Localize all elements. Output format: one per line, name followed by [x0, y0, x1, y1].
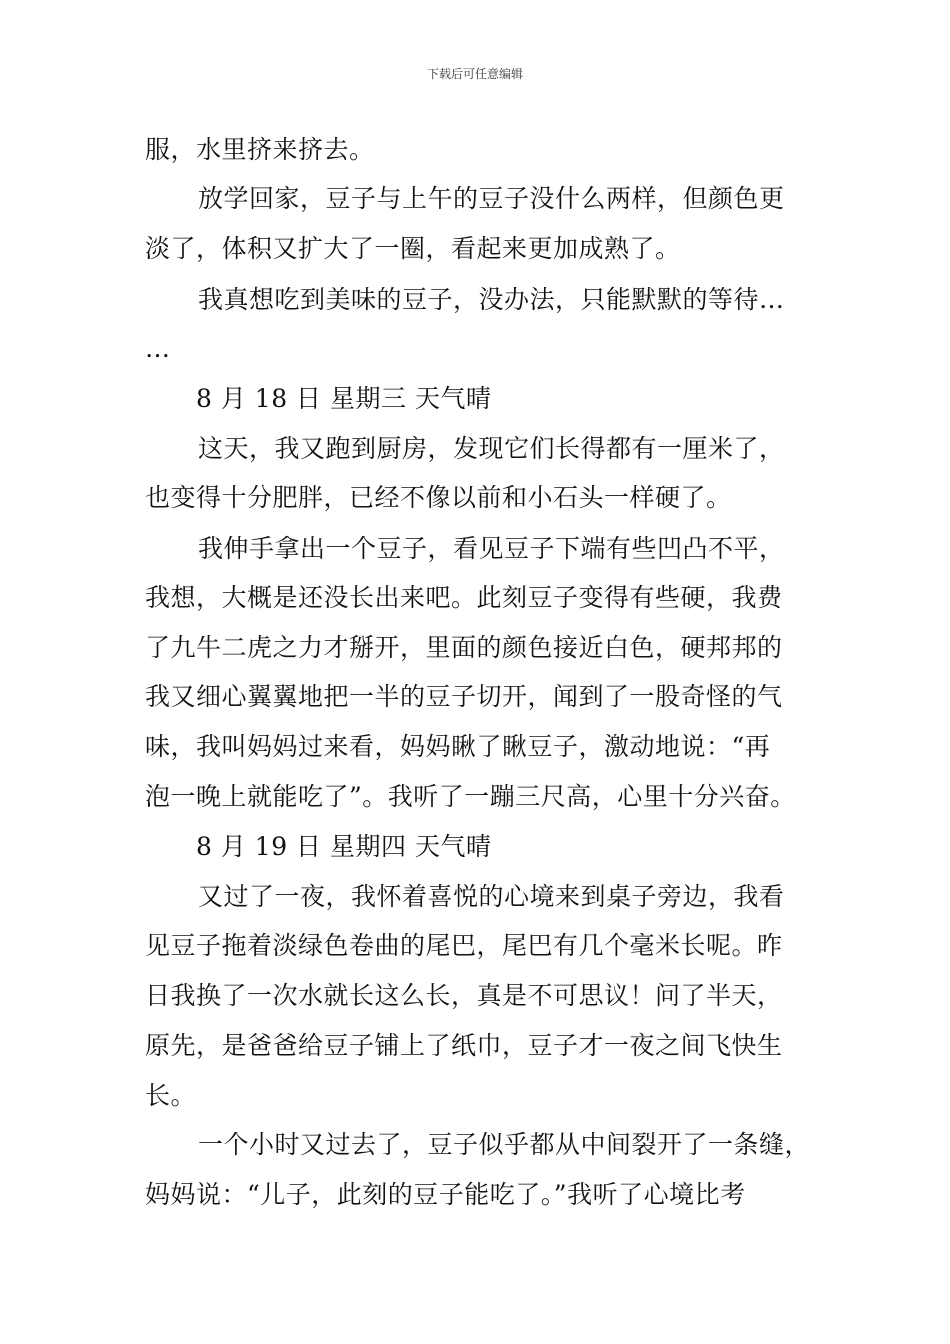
page-header-note: 下载后可任意编辑 — [426, 67, 523, 81]
text-line: 放学回家，豆子与上午的豆子没什么两样，但颜色更 — [198, 184, 785, 213]
text-line: 见豆子拖着淡绿色卷曲的尾巴，尾巴有几个毫米长呢。昨 — [145, 931, 783, 960]
text-line: 我伸手拿出一个豆子，看见豆子下端有些凹凸不平， — [198, 534, 785, 563]
diary-date-heading: 8 月 18 日 星期三 天气晴 — [196, 384, 492, 413]
text-line: 长。 — [145, 1081, 197, 1110]
text-line: 妈妈说：“儿子，此刻的豆子能吃了。”我听了心境比考 — [145, 1180, 746, 1209]
text-line: 我真想吃到美味的豆子，没办法，只能默默的等待… — [198, 285, 785, 314]
text-line: 这天，我又跑到厨房，发现它们长得都有一厘米了， — [198, 434, 785, 463]
text-line: 我想，大概是还没长出来吧。此刻豆子变得有些硬，我费 — [145, 583, 783, 612]
text-line: 泡一晚上就能吃了”。我听了一蹦三尺高，心里十分兴奋。 — [145, 782, 796, 811]
text-line: 味，我叫妈妈过来看，妈妈瞅了瞅豆子，激动地说：“再 — [145, 732, 771, 761]
text-line: 一个小时又过去了，豆子似乎都从中间裂开了一条缝， — [198, 1130, 811, 1159]
diary-date-heading: 8 月 19 日 星期四 天气晴 — [196, 832, 492, 861]
text-line: 服，水里挤来挤去。 — [145, 135, 375, 164]
text-line: 原先，是爸爸给豆子铺上了纸巾，豆子才一夜之间飞快生 — [145, 1031, 783, 1060]
text-line: 又过了一夜，我怀着喜悦的心境来到桌子旁边，我看 — [198, 882, 785, 911]
text-line: 淡了，体积又扩大了一圈，看起来更加成熟了。 — [145, 234, 681, 263]
text-line: … — [145, 334, 171, 363]
text-line: 日我换了一次水就长这么长，真是不可思议！问了半天， — [145, 981, 783, 1010]
text-line: 也变得十分肥胖，已经不像以前和小石头一样硬了。 — [145, 483, 732, 512]
text-line: 了九牛二虎之力才掰开，里面的颜色接近白色，硬邦邦的 — [145, 633, 783, 662]
text-line: 我又细心翼翼地把一半的豆子切开，闻到了一股奇怪的气 — [145, 682, 783, 711]
